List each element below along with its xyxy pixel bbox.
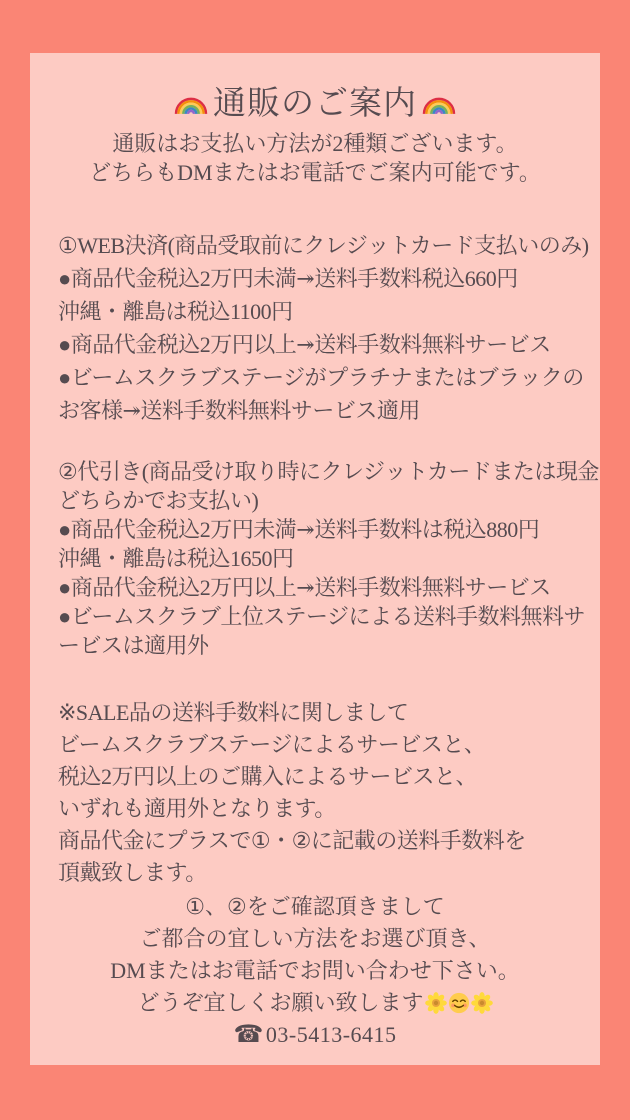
- phone-icon: ☎: [233, 1022, 264, 1048]
- phone-number: 03-5413-6415: [265, 1022, 397, 1047]
- section-cod-line: ●商品代金税込2万円未満↠送料手数料は税込880円: [58, 517, 540, 542]
- section-cod-line: ●ビームスクラブ上位ステージによる送料手数料無料サ: [58, 604, 586, 629]
- note-line: 商品代金にプラスで①・②に記載の送料手数料を: [58, 828, 526, 853]
- section-web-payment: [58, 229, 589, 427]
- page-title: 通販のご案内: [213, 86, 417, 122]
- section-cod-line: 沖縄・離島は税込1650円: [58, 546, 294, 571]
- blossom-icon: [471, 992, 493, 1014]
- note-line: 頂戴致します。: [58, 860, 207, 885]
- rainbow-icon: [421, 92, 457, 116]
- section-cod-line: ②代引き(商品受け取り時にクレジットカードまたは現金: [58, 459, 599, 484]
- section-cod-line: どちらかでお支払い): [58, 488, 259, 513]
- section-web-line: お客様↠送料手数料無料サービス適用: [58, 398, 420, 423]
- section-cod-line: ービスは適用外: [58, 633, 209, 658]
- intro-line: 通販はお支払い方法が2種類ございます。: [112, 131, 518, 156]
- section-web-line: 沖縄・離島は税込1100円: [58, 299, 293, 324]
- closing-thanks-text: どうぞ宜しくお願い致します: [137, 990, 424, 1015]
- smiling-face-icon: [448, 992, 470, 1014]
- closing-line: ご都合の宜しい方法をお選び頂き、: [139, 926, 491, 951]
- section-web-line: ①WEB決済(商品受取前にクレジットカード支払いのみ): [58, 233, 589, 258]
- page-title-row: [58, 81, 572, 127]
- phone-line: [58, 1019, 572, 1051]
- intro-block: [58, 129, 572, 187]
- sale-items-note: [58, 697, 572, 889]
- note-line: いずれも適用外となります。: [58, 796, 336, 821]
- intro-line: どちらもDMまたはお電話でご案内可能です。: [89, 160, 541, 185]
- blossom-icon: [425, 992, 447, 1014]
- closing-thanks-line: [58, 987, 572, 1019]
- note-line: ビームスクラブステージによるサービスと、: [58, 732, 486, 757]
- note-line: 税込2万円以上のご購入によるサービスと、: [58, 764, 478, 789]
- section-cash-on-delivery: [58, 457, 599, 660]
- announcement-panel: [30, 53, 600, 1065]
- note-line: ※SALE品の送料手数料に関しまして: [58, 700, 409, 725]
- section-web-line: ●商品代金税込2万円未満↠送料手数料税込660円: [58, 266, 518, 291]
- closing-line: ①、②をご確認頂きまして: [185, 894, 445, 919]
- closing-block: [58, 891, 572, 1051]
- section-cod-line: ●商品代金税込2万円以上↠送料手数料無料サービス: [58, 575, 551, 600]
- closing-line: DMまたはお電話でお問い合わせ下さい。: [110, 958, 520, 983]
- section-web-line: ●ビームスクラブステージがプラチナまたはブラックの: [58, 365, 584, 390]
- section-web-line: ●商品代金税込2万円以上↠送料手数料無料サービス: [58, 332, 551, 357]
- rainbow-icon: [173, 92, 209, 116]
